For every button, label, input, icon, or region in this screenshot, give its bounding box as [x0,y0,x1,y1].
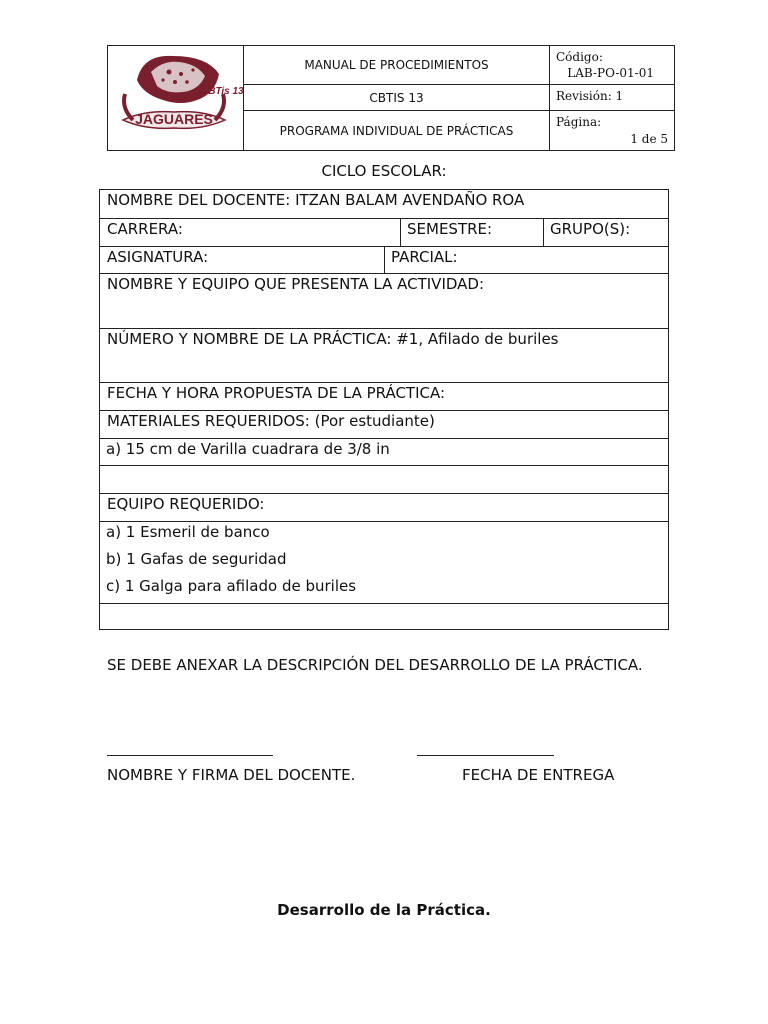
equipo-items-row [100,521,668,604]
equipo-field: EQUIPO REQUERIDO: [107,495,265,513]
signature-entrega-label: FECHA DE ENTREGA [462,766,615,784]
practice-form [99,189,669,630]
practica-field: NÚMERO Y NOMBRE DE LA PRÁCTICA: #1, Afilado de buriles [107,330,559,348]
equipo-presenta-field: NOMBRE Y EQUIPO QUE PRESENTA LA ACTIVIDAD: [107,275,485,293]
page-label: Página: [556,115,602,129]
semestre-field: SEMESTRE: [407,220,493,238]
docente-row [100,190,668,218]
manual-title: MANUAL DE PROCEDIMIENTOS [244,46,550,85]
school-name: CBTIS 13 [244,85,550,111]
signature-docente-label: NOMBRE Y FIRMA DEL DOCENTE. [107,766,356,784]
code-value: LAB-PO-01-01 [567,66,654,80]
signature-line-entrega [417,755,554,756]
ciclo-escolar-label: CICLO ESCOLAR: [321,162,447,180]
materiales-field: MATERIALES REQUERIDOS: (Por estudiante) [107,412,435,430]
equipo-item: c) 1 Galga para afilado de buriles [106,577,357,595]
code-cell [550,46,675,85]
asignatura-field: ASIGNATURA: [107,248,209,266]
page-cell [550,111,675,151]
annex-note: SE DEBE ANEXAR LA DESCRIPCIÓN DEL DESARROLLO DE LA PRÁCTICA. [107,656,643,674]
grupo-field: GRUPO(S): [550,220,631,238]
program-title: PROGRAMA INDIVIDUAL DE PRÁCTICAS [244,111,550,151]
revision-cell: Revisión: 1 [550,85,675,111]
equipo-item: a) 1 Esmeril de banco [106,523,270,541]
fecha-field: FECHA Y HORA PROPUESTA DE LA PRÁCTICA: [107,384,446,402]
parcial-field: PARCIAL: [391,248,458,266]
equipo-item: b) 1 Gafas de seguridad [106,550,287,568]
logo-text: JAGUARES [135,111,213,127]
page-value: 1 de 5 [630,132,668,146]
asignatura-row [100,246,668,274]
docente-field: NOMBRE DEL DOCENTE: ITZAN BALAM AVENDAÑO ROA [107,191,525,209]
section-title: Desarrollo de la Práctica. [277,901,491,919]
equipo-row [100,493,668,522]
equipo-presenta-row [100,273,668,329]
carrera-row [100,218,668,247]
jaguares-logo [115,50,244,130]
blank-row [100,603,668,630]
carrera-field: CARRERA: [107,220,183,238]
signature-line-docente [107,755,273,756]
materiales-row [100,410,668,439]
material-item: a) 15 cm de Varilla cuadrara de 3/8 in [106,440,390,458]
fecha-row [100,382,668,411]
practica-row [100,328,668,383]
logo-badge: CBTis 13 [201,86,244,97]
material-item-row [100,438,668,466]
blank-row [100,465,668,494]
code-label: Código: [556,50,603,64]
